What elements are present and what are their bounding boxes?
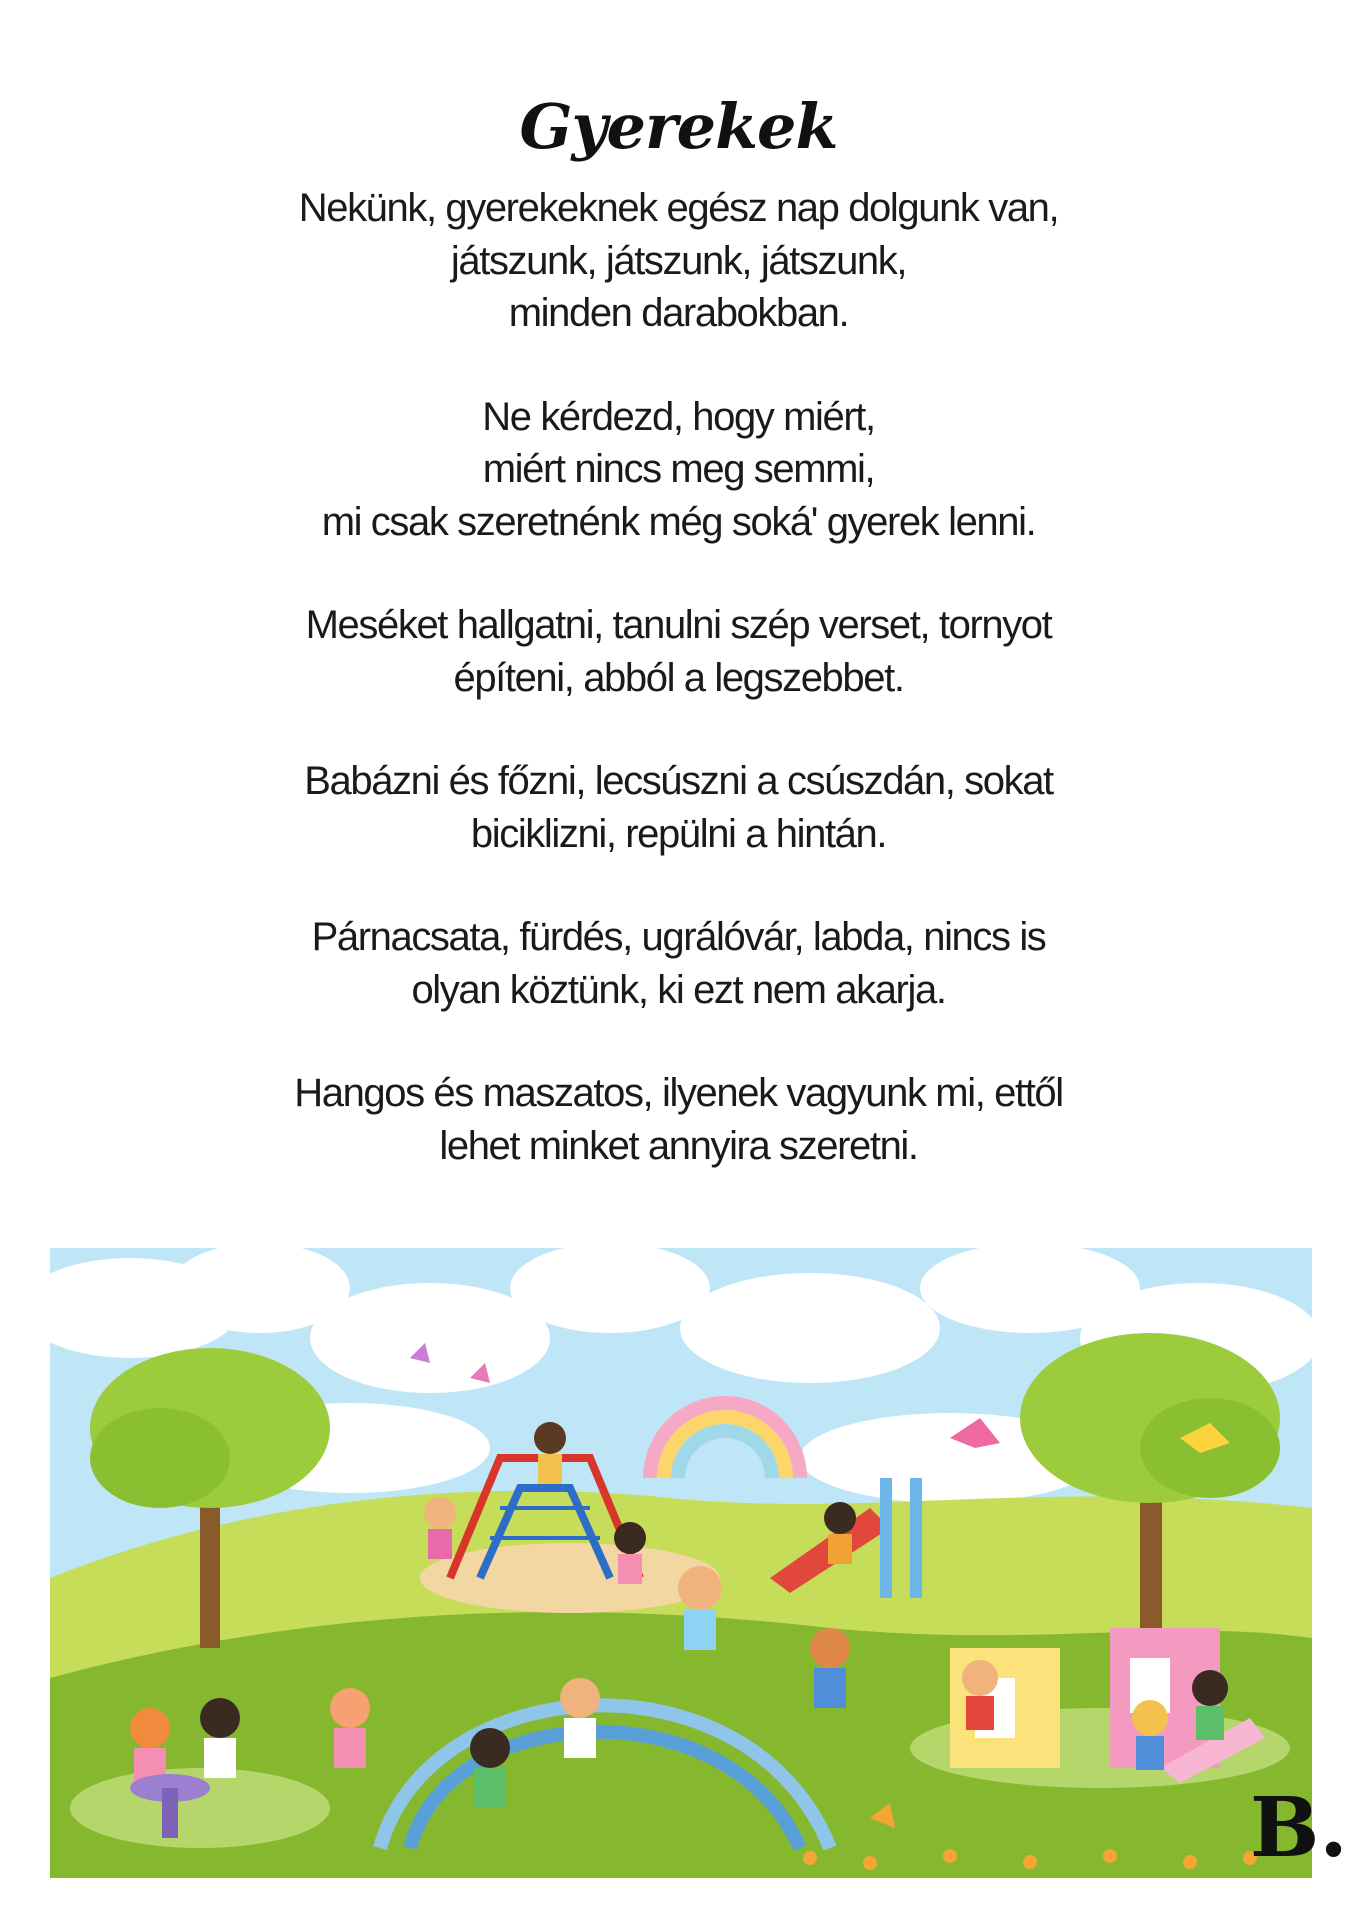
poem-title: Gyerekek [519,89,838,163]
poem-line: építeni, abból a legszebbet. [453,655,904,700]
signature-logo: B. [1250,1780,1348,1876]
poem-line: minden darabokban. [508,291,849,335]
poem-line: Párnacsata, fürdés, ugrálóvár, labda, nincs is [311,915,1046,959]
poem-line: miért nincs meg semmi, [482,447,875,491]
poem-line: Nekünk, gyerekeknek egész nap dolgunk van, [298,186,1059,230]
poem-line: biciklizni, repülni a hintán. [470,811,887,856]
stanza [0,755,1357,860]
stanza [0,911,1357,1016]
poem-line: mi csak szeretnénk még soká' gyerek lenni. [321,499,1036,544]
stanza [0,1067,1357,1172]
stanza [0,599,1357,704]
poem-body [0,182,1357,1223]
playground-illustration [50,1248,1312,1878]
poem-line: Babázni és főzni, lecsúszni a csúszdán, sokat [304,759,1053,803]
stanza [0,182,1357,340]
poem-line: olyan köztünk, ki ezt nem akarja. [411,967,946,1012]
playground-scene [50,1248,1312,1878]
poem-line: Hangos és maszatos, ilyenek vagyunk mi, ettől [294,1071,1063,1115]
poem-line: játszunk, játszunk, játszunk, [450,238,907,283]
poem-line: Meséket hallgatni, tanulni szép verset, tornyot [305,603,1052,647]
stanza [0,391,1357,549]
poem-line: Ne kérdezd, hogy miért, [482,394,875,439]
poem-line: lehet minket annyira szeretni. [439,1123,918,1168]
